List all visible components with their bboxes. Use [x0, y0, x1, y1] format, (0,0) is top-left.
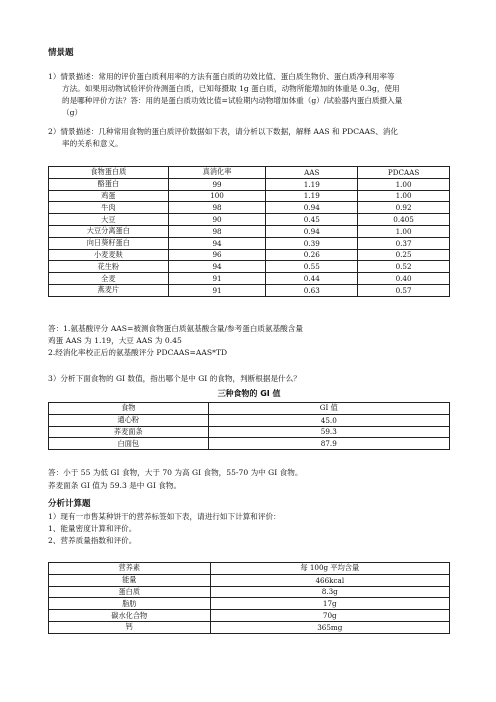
section-title-scenario: 情景题: [48, 48, 74, 58]
table-row: [49, 284, 450, 296]
header-cell: 食物: [49, 403, 209, 415]
table-row: [49, 414, 450, 426]
table-row: [49, 610, 450, 622]
header-cell: 真消化率: [168, 167, 266, 179]
table-row: [49, 261, 450, 273]
table-cell: 0.40: [358, 273, 450, 285]
table-row: [49, 249, 450, 261]
q1-line-4: （g）: [62, 108, 83, 117]
table-cell: 钙: [49, 621, 211, 633]
q3-text: 3）分析下面食物的 GI 数值，指出哪个是中 GI 的食物，判断根据是什么？: [48, 374, 301, 383]
table-cell: 酪蛋白: [49, 178, 169, 190]
table-cell: 1.19: [266, 178, 358, 190]
gi-table-caption: 三种食物的 GI 值: [217, 389, 281, 398]
table-row: [49, 574, 450, 586]
table-cell: 98: [168, 225, 266, 237]
table-cell: 0.94: [266, 202, 358, 214]
q1-line-1: 1）情景描述：常用的评价蛋白质利用率的方法有蛋白质的功效比值、蛋白质生物价、蛋白质净利用率等: [48, 72, 395, 81]
table-header-row: [49, 403, 450, 415]
answer2-line-2: 鸡蛋 AAS 为 1.19，大豆 AAS 为 0.45: [48, 336, 182, 345]
gi-table: [48, 402, 450, 450]
table-cell: 通心粉: [49, 414, 209, 426]
table-cell: 100: [168, 190, 266, 202]
table-cell: 0.45: [266, 214, 358, 226]
table-cell: 59.3: [208, 426, 449, 438]
table-cell: 白面包: [49, 438, 209, 450]
table-cell: 87.9: [208, 438, 449, 450]
header-cell: AAS: [266, 167, 358, 179]
table-cell: 能量: [49, 574, 211, 586]
table-row: [49, 225, 450, 237]
q2-line-1: 2）情景描述：几种常用食物的蛋白质评价数据如下表，请分析以下数据，解释 AAS 和 PDCAAS、消化: [48, 127, 398, 136]
table-cell: 90: [168, 214, 266, 226]
answer3-line-1: 答：小于 55 为低 GI 食物，大于 70 为高 GI 食物，55-70 为中 GI 食物。: [48, 468, 303, 477]
protein-evaluation-table: [48, 166, 450, 297]
table-row: [49, 438, 450, 450]
section-title-calculation: 分析计算题: [48, 499, 91, 509]
header-cell: PDCAAS: [358, 167, 450, 179]
table-cell: 0.26: [266, 249, 358, 261]
table-cell: 96: [168, 249, 266, 261]
table-cell: 17g: [210, 598, 449, 610]
table-cell: 8.3g: [210, 586, 449, 598]
header-cell: 营养素: [49, 563, 211, 575]
table-row: [49, 214, 450, 226]
table-cell: 466kcal: [210, 574, 449, 586]
table-cell: 0.37: [358, 237, 450, 249]
table-cell: 大豆分离蛋白: [49, 225, 169, 237]
table-cell: 脂肪: [49, 598, 211, 610]
table-cell: 荞麦面条: [49, 426, 209, 438]
table-cell: 燕麦片: [49, 284, 169, 296]
table-cell: 0.92: [358, 202, 450, 214]
table-cell: 花生粉: [49, 261, 169, 273]
table-cell: 0.39: [266, 237, 358, 249]
table-header-row: [49, 563, 450, 575]
table-cell: 1.00: [358, 225, 450, 237]
table-header-row: [49, 167, 450, 179]
table-row: [49, 598, 450, 610]
table-row: [49, 202, 450, 214]
table-cell: 碳水化合物: [49, 610, 211, 622]
table-cell: 45.0: [208, 414, 449, 426]
table-cell: 70g: [210, 610, 449, 622]
nutrition-label-table: [48, 562, 450, 634]
table-row: [49, 273, 450, 285]
table-cell: 98: [168, 202, 266, 214]
table-cell: 94: [168, 261, 266, 273]
table-cell: 鸡蛋: [49, 190, 169, 202]
table-row: [49, 621, 450, 633]
table-cell: 0.52: [358, 261, 450, 273]
header-cell: 食物蛋白质: [49, 167, 169, 179]
q1-line-2: 方法。如果用动物试验评价待测蛋白质，已知每摄取 1g 蛋白质，动物所能增加的体重是 0.3g，使用: [62, 84, 400, 93]
table-cell: 0.94: [266, 225, 358, 237]
table-row: [49, 586, 450, 598]
table-row: [49, 426, 450, 438]
answer2-line-3: 2.经消化率校正后的氨基酸评分 PDCAAS=AAS*TD: [48, 348, 228, 357]
table-cell: 小麦麦麸: [49, 249, 169, 261]
calc-line-1: 1）现有一市售某种饼干的营养标签如下表，请进行如下计算和评价：: [48, 512, 281, 521]
table-row: [49, 190, 450, 202]
header-cell: 每 100g 平均含量: [210, 563, 449, 575]
table-row: [49, 237, 450, 249]
table-cell: 91: [168, 273, 266, 285]
table-cell: 94: [168, 237, 266, 249]
table-cell: 全麦: [49, 273, 169, 285]
answer3-line-2: 荞麦面条 GI 值为 59.3 是中 GI 食物。: [48, 481, 182, 490]
table-cell: 向日葵籽蛋白: [49, 237, 169, 249]
q1-line-3: 的是哪种评价方法？答：用的是蛋白质功效比值=试验期内动物增加体重（g）/试验器内蛋白质摄入量: [62, 96, 403, 105]
table-cell: 0.55: [266, 261, 358, 273]
q2-line-2: 率的关系和意义。: [62, 139, 123, 148]
table-cell: 0.405: [358, 214, 450, 226]
table-cell: 牛肉: [49, 202, 169, 214]
table-cell: 91: [168, 284, 266, 296]
calc-line-3: 2、营养质量指数和评价。: [48, 536, 137, 545]
table-cell: 蛋白质: [49, 586, 211, 598]
table-cell: 1.00: [358, 178, 450, 190]
table-cell: 99: [168, 178, 266, 190]
table-row: [49, 178, 450, 190]
table-cell: 365mg: [210, 621, 449, 633]
answer2-line-1: 答：1.氨基酸评分 AAS=被测食物蛋白质氨基酸含量/参考蛋白质氨基酸含量: [48, 324, 303, 333]
table-cell: 0.44: [266, 273, 358, 285]
table-cell: 1.00: [358, 190, 450, 202]
table-cell: 大豆: [49, 214, 169, 226]
table-cell: 0.63: [266, 284, 358, 296]
header-cell: GI 值: [208, 403, 449, 415]
table-cell: 1.19: [266, 190, 358, 202]
table-cell: 0.57: [358, 284, 450, 296]
calc-line-2: 1、能量密度计算和评价。: [48, 524, 137, 533]
table-cell: 0.25: [358, 249, 450, 261]
